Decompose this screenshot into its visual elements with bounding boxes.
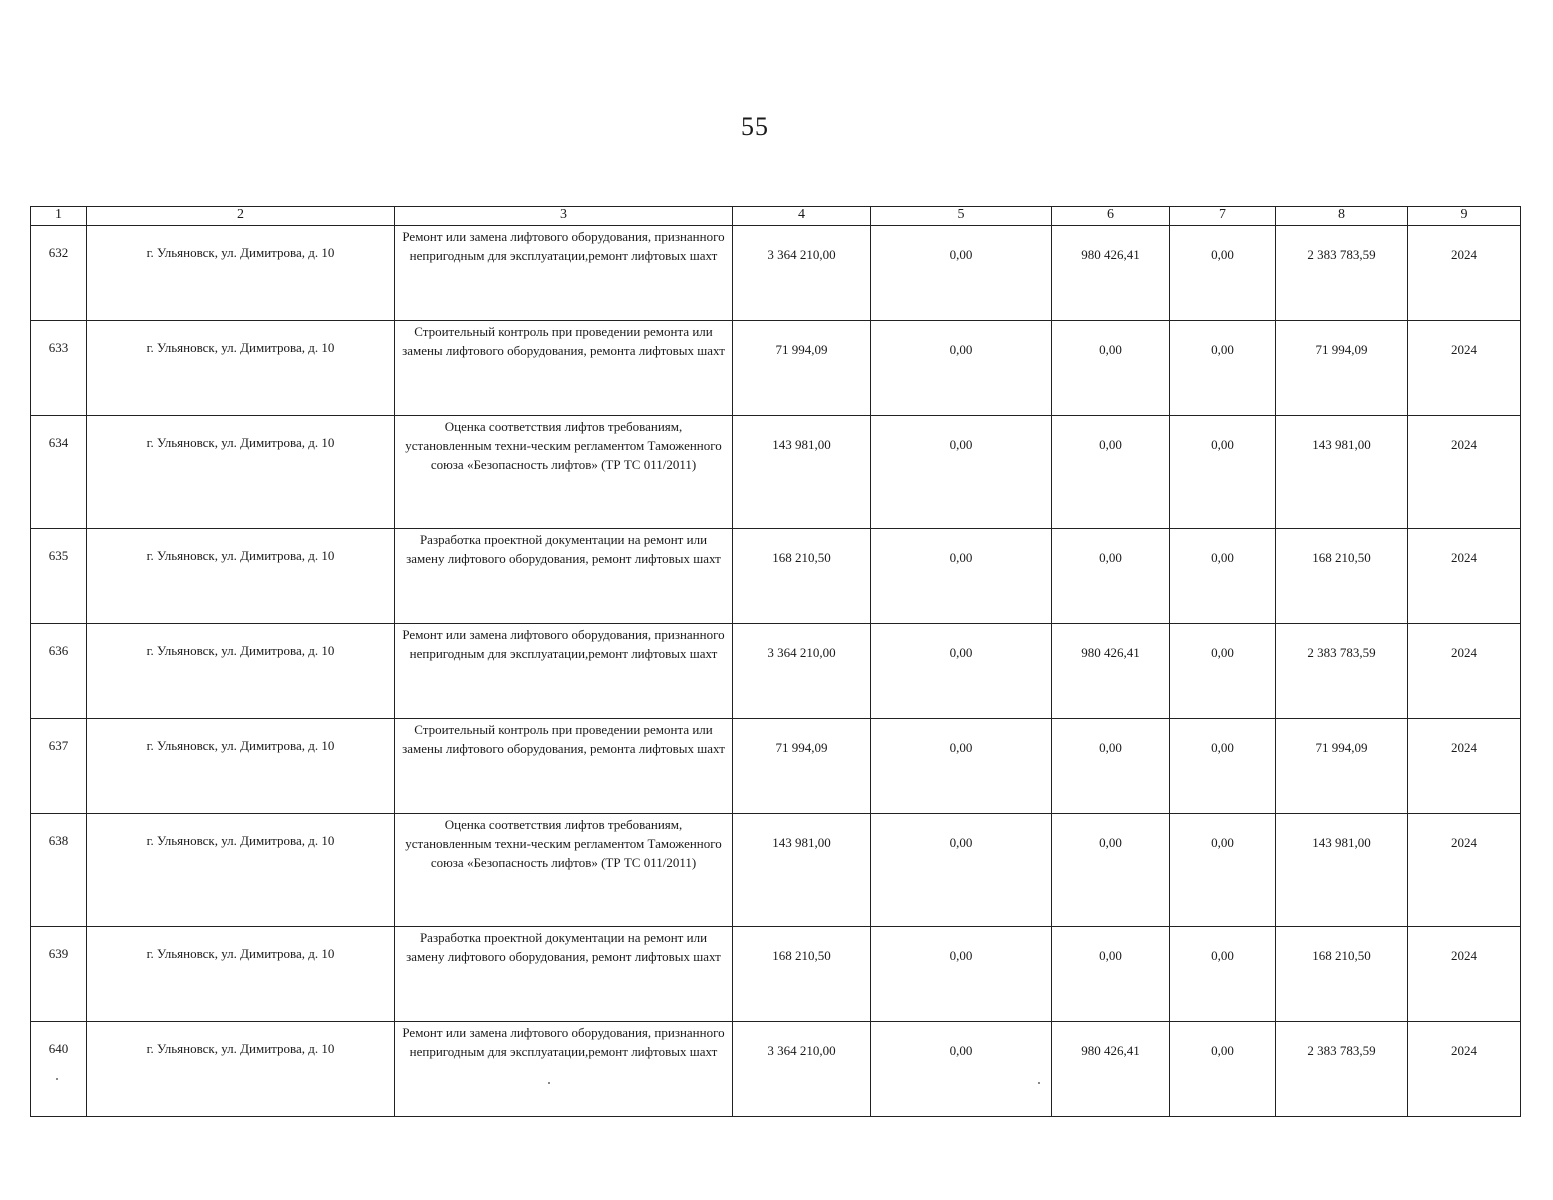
row-col-6: 0,00 [1052, 814, 1170, 927]
header-col-6: 6 [1052, 207, 1170, 226]
row-number: 640 [31, 1022, 87, 1117]
row-address: г. Ульяновск, ул. Димитрова, д. 10 [87, 1022, 395, 1117]
works-table [30, 206, 1521, 1117]
row-number: 634 [31, 416, 87, 529]
row-col-5: 0,00 [871, 321, 1052, 416]
row-col-6: 0,00 [1052, 719, 1170, 814]
row-col-6: 0,00 [1052, 927, 1170, 1022]
row-col-5: 0,00 [871, 814, 1052, 927]
table-row [31, 814, 1521, 927]
row-work-description: Ремонт или замена лифтового оборудования, признанного непригодным для эксплуатации,ремонт лифтовых шахт [395, 226, 733, 321]
row-work-description: Оценка соответствия лифтов требованиям, установленным техни-ческим регламентом Таможенного союза «Безопасность лифтов» (ТР ТС 011/2011) [395, 416, 733, 529]
row-work-description: Разработка проектной документации на ремонт или замену лифтового оборудования, ремонт лифтовых шахт [395, 927, 733, 1022]
row-col-5: 0,00 [871, 226, 1052, 321]
row-total-cost: 71 994,09 [733, 719, 871, 814]
row-col-8: 143 981,00 [1276, 814, 1408, 927]
table-row [31, 321, 1521, 416]
table-row [31, 624, 1521, 719]
header-col-7: 7 [1170, 207, 1276, 226]
page-number: 55 [741, 112, 769, 141]
row-work-description: Разработка проектной документации на ремонт или замену лифтового оборудования, ремонт лифтовых шахт [395, 529, 733, 624]
row-col-8: 143 981,00 [1276, 416, 1408, 529]
header-col-3: 3 [395, 207, 733, 226]
row-year: 2024 [1408, 226, 1521, 321]
row-work-description: Строительный контроль при проведении ремонта или замены лифтового оборудования, ремонта лифтовых шахт [395, 321, 733, 416]
row-col-7: 0,00 [1170, 624, 1276, 719]
row-number: 636 [31, 624, 87, 719]
row-work-description: Ремонт или замена лифтового оборудования, признанного непригодным для эксплуатации,ремонт лифтовых шахт [395, 624, 733, 719]
table-row [31, 1022, 1521, 1117]
header-col-5: 5 [871, 207, 1052, 226]
header-row [31, 207, 1521, 226]
row-col-7: 0,00 [1170, 226, 1276, 321]
row-number: 639 [31, 927, 87, 1022]
row-col-7: 0,00 [1170, 529, 1276, 624]
row-col-7: 0,00 [1170, 416, 1276, 529]
header-col-9: 9 [1408, 207, 1521, 226]
row-col-5: 0,00 [871, 927, 1052, 1022]
row-address: г. Ульяновск, ул. Димитрова, д. 10 [87, 321, 395, 416]
header-col-1: 1 [31, 207, 87, 226]
row-col-6: 0,00 [1052, 321, 1170, 416]
scan-artifact [548, 1082, 550, 1084]
row-work-description: Оценка соответствия лифтов требованиям, установленным техни-ческим регламентом Таможенного союза «Безопасность лифтов» (ТР ТС 011/2011) [395, 814, 733, 927]
row-number: 632 [31, 226, 87, 321]
row-address: г. Ульяновск, ул. Димитрова, д. 10 [87, 529, 395, 624]
scan-artifact [1038, 1082, 1040, 1084]
row-col-5: 0,00 [871, 624, 1052, 719]
table-row [31, 719, 1521, 814]
row-col-8: 168 210,50 [1276, 529, 1408, 624]
row-col-7: 0,00 [1170, 719, 1276, 814]
row-year: 2024 [1408, 416, 1521, 529]
table-row [31, 529, 1521, 624]
row-number: 638 [31, 814, 87, 927]
row-year: 2024 [1408, 927, 1521, 1022]
row-col-8: 71 994,09 [1276, 321, 1408, 416]
row-col-5: 0,00 [871, 529, 1052, 624]
row-col-7: 0,00 [1170, 321, 1276, 416]
row-total-cost: 168 210,50 [733, 927, 871, 1022]
table-row [31, 226, 1521, 321]
row-year: 2024 [1408, 719, 1521, 814]
row-col-6: 980 426,41 [1052, 226, 1170, 321]
row-total-cost: 168 210,50 [733, 529, 871, 624]
row-work-description: Ремонт или замена лифтового оборудования, признанного непригодным для эксплуатации,ремонт лифтовых шахт [395, 1022, 733, 1117]
row-year: 2024 [1408, 529, 1521, 624]
row-address: г. Ульяновск, ул. Димитрова, д. 10 [87, 927, 395, 1022]
row-total-cost: 3 364 210,00 [733, 624, 871, 719]
row-number: 633 [31, 321, 87, 416]
row-work-description: Строительный контроль при проведении ремонта или замены лифтового оборудования, ремонта лифтовых шахт [395, 719, 733, 814]
row-col-6: 980 426,41 [1052, 1022, 1170, 1117]
row-col-5: 0,00 [871, 1022, 1052, 1117]
table-row [31, 927, 1521, 1022]
row-col-6: 0,00 [1052, 529, 1170, 624]
header-col-2: 2 [87, 207, 395, 226]
row-col-7: 0,00 [1170, 927, 1276, 1022]
table-row [31, 416, 1521, 529]
row-total-cost: 143 981,00 [733, 416, 871, 529]
row-year: 2024 [1408, 624, 1521, 719]
row-col-8: 2 383 783,59 [1276, 226, 1408, 321]
row-col-8: 2 383 783,59 [1276, 1022, 1408, 1117]
row-col-8: 71 994,09 [1276, 719, 1408, 814]
row-col-6: 980 426,41 [1052, 624, 1170, 719]
row-number: 635 [31, 529, 87, 624]
row-total-cost: 3 364 210,00 [733, 226, 871, 321]
row-col-7: 0,00 [1170, 1022, 1276, 1117]
row-year: 2024 [1408, 814, 1521, 927]
row-year: 2024 [1408, 1022, 1521, 1117]
row-col-8: 168 210,50 [1276, 927, 1408, 1022]
works-table-container [30, 206, 1520, 1117]
header-col-4: 4 [733, 207, 871, 226]
row-address: г. Ульяновск, ул. Димитрова, д. 10 [87, 416, 395, 529]
row-year: 2024 [1408, 321, 1521, 416]
scan-artifact [56, 1078, 58, 1080]
row-col-5: 0,00 [871, 719, 1052, 814]
row-address: г. Ульяновск, ул. Димитрова, д. 10 [87, 226, 395, 321]
row-col-7: 0,00 [1170, 814, 1276, 927]
row-address: г. Ульяновск, ул. Димитрова, д. 10 [87, 814, 395, 927]
row-address: г. Ульяновск, ул. Димитрова, д. 10 [87, 719, 395, 814]
table-body [31, 226, 1521, 1117]
row-total-cost: 143 981,00 [733, 814, 871, 927]
row-col-8: 2 383 783,59 [1276, 624, 1408, 719]
row-col-6: 0,00 [1052, 416, 1170, 529]
row-number: 637 [31, 719, 87, 814]
header-col-8: 8 [1276, 207, 1408, 226]
row-total-cost: 3 364 210,00 [733, 1022, 871, 1117]
row-total-cost: 71 994,09 [733, 321, 871, 416]
row-address: г. Ульяновск, ул. Димитрова, д. 10 [87, 624, 395, 719]
row-col-5: 0,00 [871, 416, 1052, 529]
